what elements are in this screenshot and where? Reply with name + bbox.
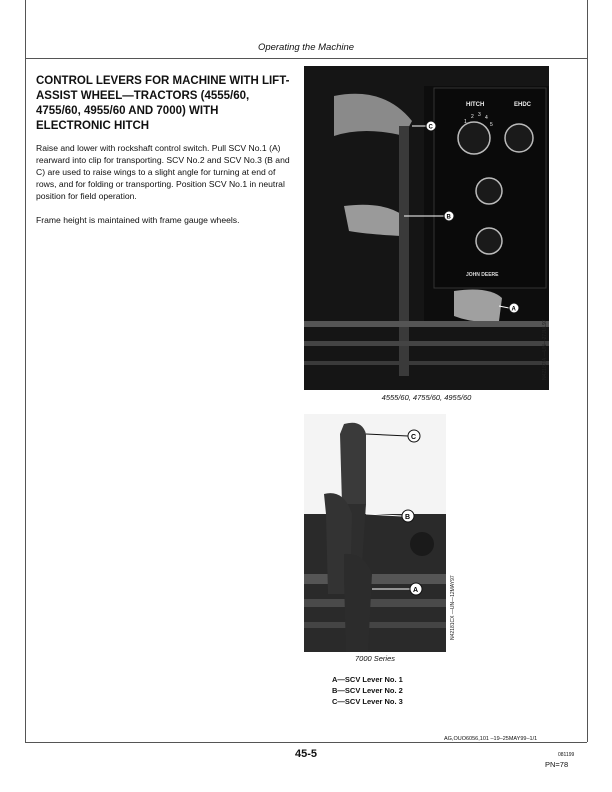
reference-code: AG,OUO6056,101 –19–25MAY99–1/1 [444,736,538,742]
dial-number: 3 [478,112,481,118]
callout-legend [332,674,403,707]
figure2-caption: 7000 Series [354,654,396,663]
section-header: Operating the Machine [257,42,355,53]
callout-a: A [413,587,419,594]
legend-item: A—SCV Lever No. 1 [332,675,403,684]
dial-number: 5 [490,122,493,128]
panel-label-hitch: HITCH [466,102,485,108]
page-number: 45-5 [294,748,318,760]
dial-number: 1 [464,119,467,125]
callout-b: B [446,214,451,221]
print-code: 081199 [558,752,575,758]
figure-controls-photo [304,66,549,390]
dial-number: 4 [485,115,488,121]
legend-item: C—SCV Lever No. 3 [332,697,403,706]
callout-a: A [511,306,516,313]
body-text [36,142,298,238]
figure1-code: N42187IA —UN—27JUL97 [542,319,548,380]
left-border [25,0,26,742]
paragraph-instructions: Raise and lower with rockshaft control switch. Pull SCV No.1 (A) rearward into clip for transporting. SCV No.2 and SCV No.3 (B and C) are used to raise wings to a slight angle for turning at end of rows, and for folding or transporting. Position SCV No.1 in neutral position for field operation. [36,143,290,201]
pn-number: PN=78 [545,760,569,769]
page-title: CONTROL LEVERS FOR MACHINE WITH LIFT-ASSIST WHEEL—TRACTORS (4555/60, 4755/60, 4955/60 AND 7000) WITH ELECTRONIC HITCH [36,75,290,132]
header-rule [25,58,587,59]
brand-label: JOHN DEERE [466,272,499,278]
footer-rule [25,742,587,743]
callout-c: C [411,434,417,441]
dial-number: 2 [471,114,474,120]
callout-b: B [405,514,411,521]
paragraph-frame-height: Frame height is maintained with frame gauge wheels. [36,215,240,225]
figure1-caption: 4555/60, 4755/60, 4955/60 [381,393,472,402]
legend-item: B—SCV Lever No. 2 [332,686,403,695]
figure-7000-series-photo [304,414,446,652]
figure2-code: N42181CX —UN—12MAY97 [450,575,456,640]
right-border [587,0,588,742]
callout-c: C [428,124,433,131]
panel-label-ehdc: EHDC [514,102,532,108]
